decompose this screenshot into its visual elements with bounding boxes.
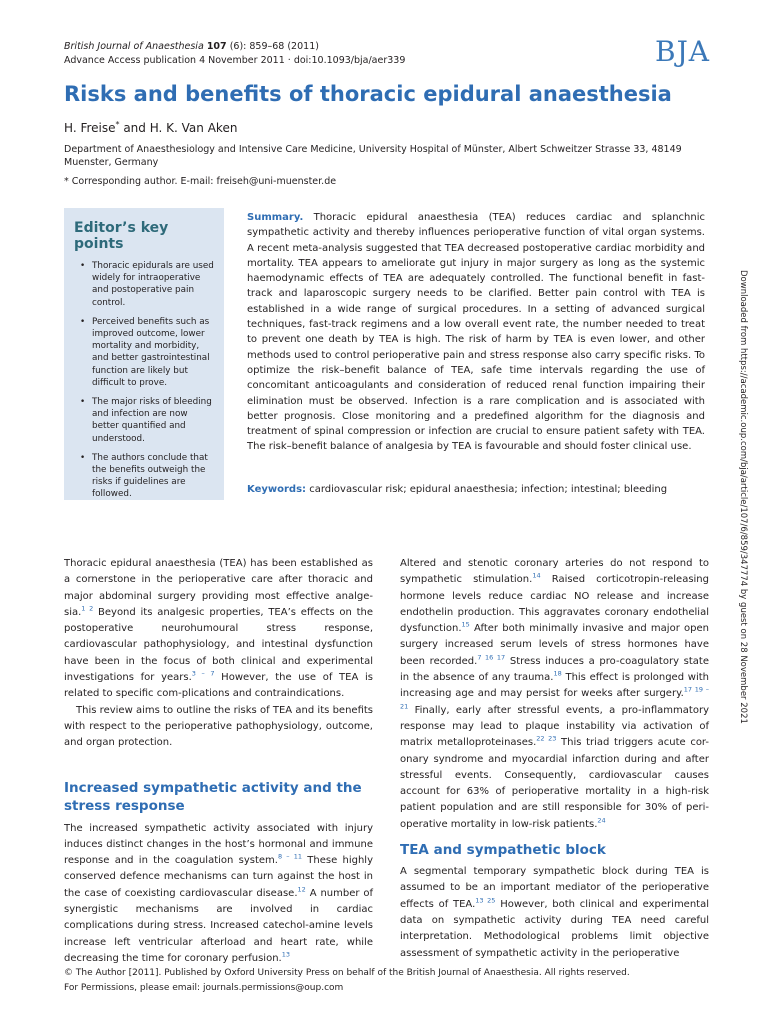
bja-logo: BJA	[655, 35, 711, 68]
body-text: After both minimally invasive and major open surgery increased serum levels of stress hormones have been recorded.	[400, 623, 709, 667]
section1-paragraph	[64, 821, 373, 968]
body-text: A number of synergistic mechanisms are involved in cardiac complications during stress. Increased catechol-amine levels increase left ventricular afterload and heart rate, while decreasing the time for coronary perfusion.	[64, 887, 374, 964]
intro-paragraph-1	[64, 556, 373, 703]
section-heading-sympathetic-block: TEA and sympathetic block	[400, 842, 606, 859]
copyright-footer	[64, 966, 630, 996]
permissions-line: For Permissions, please email: journals.permissions@oup.com	[64, 983, 344, 993]
citation-ref[interactable]: 13 25	[475, 896, 496, 905]
body-text: The increased sympathetic activity associated with injury induces distinct changes in the host’s hormonal and immune response and in the coagulation system.	[64, 822, 373, 867]
body-text: However, both clinical and experimental data on sympathetic activity during TEA need careful interpretation. Methodological problems limit objective assessment of sympathetic activity in the perioperative	[400, 898, 709, 959]
citation-ref[interactable]: 15	[461, 620, 470, 629]
body-text: Raised corticotropin-releasing hormone levels reduce cardiac NO release and increase endothelin production. This aggravates coronary endothelial dysfunction.	[400, 574, 709, 635]
keywords-text: cardiovascular risk; epidural anaesthesia; infection; intestinal; bleeding	[309, 484, 668, 495]
journal-volume: 107	[206, 41, 227, 52]
key-point-item: • Thoracic epidurals are used widely for intraoperative and postoperative pain control.	[84, 260, 214, 309]
author-2: and H. K. Van Aken	[123, 121, 238, 135]
journal-name: British Journal of Anaesthesia	[64, 41, 204, 52]
author-1: H. Freise	[64, 121, 116, 135]
citation-ref[interactable]: 17 19 – 21	[400, 686, 709, 711]
summary-label: Summary.	[247, 212, 304, 223]
keywords-line	[247, 483, 705, 497]
intro-paragraph-2: This review aims to outline the risks of TEA and its benefits with respect to the perioperative pathophysiology, outcome, and organ protection.	[64, 704, 373, 749]
citation-ref[interactable]: 12	[297, 885, 306, 894]
corresponding-author: * Corresponding author. E-mail: freiseh@uni-muenster.de	[64, 176, 337, 187]
body-text: Thoracic epidural anaesthesia (TEA) has been established as a cornerstone in the perioperative care after thoracic and major abdominal surgery providing most effective analge-sia.	[64, 558, 373, 618]
body-text: However, the use of TEA is related to specific com-plications and contraindications.	[64, 672, 373, 700]
summary-text: Thoracic epidural anaesthesia (TEA) reduces cardiac and splanchnic sympathetic activity and thereby influences perioperative function of vital organ systems. A recent meta-analysis suggested that TEA decreased postoperative cardiac morbidity and mortality. TEA appears to ameliorate gut injury in major surgery as long as the systemic haemodynamic effects of TEA are adequately controlled. The functional benefit in fast-track and laparoscopic surgery needs to be clarified. Better pain control with TEA is established in a wide range of surgical procedures. In a setting of advanced surgical techniques, fast-track regimens and a low overall event rate, the number needed to treat to prevent one death by TEA is high. The risk of harm by TEA is even lower, and other methods used to control perioperative pain and stress response also carry specific risks. To optimize the risk–benefit balance of TEA, safe time intervals regarding the use of concomitant anticoagulants and consideration of reduced renal function impairing their elimination must be observed. Infection is a rare complication and is associated with better prognosis. Close monitoring and a predefined algorithm for the diagnosis and treatment of spinal compression or infection are crucial to ensure patient safety with TEA. The risk–benefit balance of analgesia by TEA is favourable and should foster clinical use.	[247, 212, 705, 453]
body-text: This effect is prolonged with increasing age and may persist for weeks after surgery.	[400, 672, 709, 700]
corresponding-mark: *	[115, 120, 120, 129]
body-text: This triad triggers acute cor-onary syndrome and myocardial infarction during and after stressful events. Consequently, cardiovascular causes account for 63% of perioperative mortality in a high-risk patient population and are still responsible for 30% of peri-operative mortality in low-risk patients.	[400, 737, 710, 830]
key-point-item: • Perceived benefits such as improved outcome, lower mortality and morbidity, and better gastrointestinal function are likely but difficult to prove.	[84, 316, 214, 389]
citation-ref[interactable]: 7 16 17	[477, 653, 506, 662]
body-text: Stress induces a pro-coagulatory state in the absence of any trauma.	[400, 655, 710, 684]
body-text: A segmental temporary sympathetic block during TEA is assumed to be an important mediator of the perioperative effects of TEA.	[400, 866, 709, 910]
journal-citation	[64, 40, 319, 53]
section-heading-stress-response: Increased sympathetic activity and the stress response	[64, 779, 362, 814]
citation-ref[interactable]: 1 2	[81, 604, 94, 613]
citation-ref[interactable]: 13	[281, 950, 290, 959]
section2-paragraph	[400, 864, 709, 962]
copyright-line: © The Author [2011]. Published by Oxford University Press on behalf of the British Journal of Anaesthesia. All rights reserved.	[64, 968, 630, 978]
article-title: Risks and benefits of thoracic epidural anaesthesia	[64, 82, 672, 106]
key-point-item: • The authors conclude that the benefits outweigh the risks if guidelines are followed.	[84, 452, 214, 501]
citation-ref[interactable]: 24	[597, 816, 606, 825]
key-points-title: Editor’s key points	[74, 220, 169, 252]
citation-ref[interactable]: 18	[553, 669, 562, 678]
citation-ref[interactable]: 22 23	[536, 734, 557, 743]
body-text: Finally, early after stressful events, a pro-inflammatory response may lead to plaque instability via activation of matrix metalloproteinases.	[400, 704, 709, 749]
body-text: These highly conserved defence mechanisms can turn against the host in the case of coexisting cardiovascular disease.	[64, 855, 373, 899]
right-paragraph-1	[400, 556, 709, 833]
journal-issue-pages: (6): 859–68 (2011)	[229, 41, 319, 52]
body-column-left	[64, 556, 373, 967]
body-text: Beyond its analgesic properties, TEA’s effects on the postoperative neurohumoural stress response, cardiovascular pathophysiology, and intestinal dysfunction have been in the focus of both clinical and experimental investigations for years.	[64, 606, 373, 684]
citation-ref[interactable]: 14	[532, 571, 541, 580]
advance-access-line: Advance Access publication 4 November 2011 · doi:10.1093/bja/aer339	[64, 55, 406, 66]
citation-ref[interactable]: 8 – 11	[277, 852, 302, 861]
key-point-item: • The major risks of bleeding and infection are now better quantified and understood.	[84, 396, 214, 445]
editors-key-points-box	[64, 208, 224, 500]
affiliation: Department of Anaesthesiology and Intensive Care Medicine, University Hospital of Münster, Albert Schweitzer Strasse 33, 48149 Muenster, Germany	[64, 144, 682, 168]
keywords-label: Keywords:	[247, 484, 307, 495]
body-column-right	[400, 556, 709, 962]
key-points-list	[74, 260, 214, 501]
citation-ref[interactable]: 3 – 7	[191, 669, 215, 678]
body-text: Altered and stenotic coronary arteries do not respond to sympathetic stimulation.	[400, 558, 709, 586]
summary-abstract	[247, 210, 705, 455]
download-note: Downloaded from https://academic.oup.com/bja/article/107/6/859/347774 by guest on 28 November 2021	[738, 270, 748, 724]
author-list	[64, 120, 237, 135]
